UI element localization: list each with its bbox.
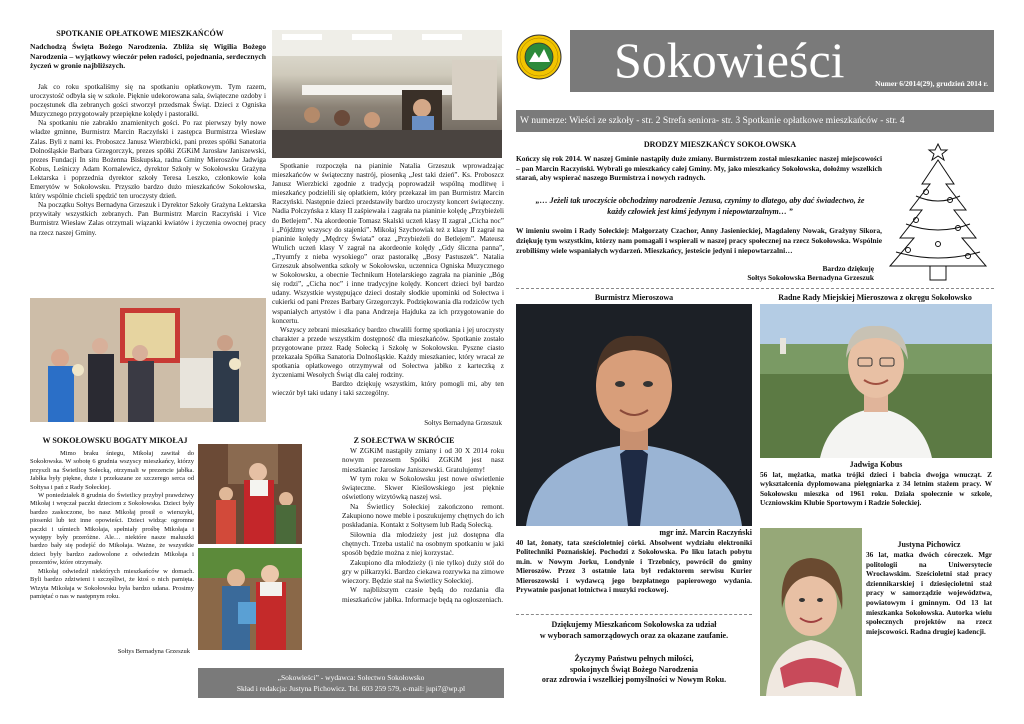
wishes-line3: oraz zdrowia i wszelkiej pomyślności w Nowym Roku.	[541, 675, 727, 684]
burmistrz-caption: Burmistrz Mieroszowa	[594, 293, 674, 302]
mikolaj-p2: W poniedziałek 8 grudnia do Świetlicy przybył prawdziwy Mikołaj i wręczał paczki dzieciom z Sokołowska. Dzieci były bardzo zaskoczone, bo nasz Mikołaj prosił o wierszyki, piosenki lub też inne opowieści. Dzieci widząc ogromne paczki i uśmiech Mikołaja, spełniały prośbę Mikołaja i występy były przeróżne. Ale… niektóre nasze maluszki bardzo bały się podejść do Mikołaja. Ważne, że wszystkie dzieci były bardzo zadowolone z odwiedzin Mikołaja i prezentów, które otrzymały.	[30, 492, 194, 567]
oplatek-lead: Nadchodzą Święta Bożego Narodzenia. Zbliża się Wigilia Bożego Narodzenia – wyjątkowy wieczór pełen radości, pojednania, serdecznych życzeń w gronie najbliższych.	[30, 42, 266, 71]
photo-santa-children	[198, 444, 302, 544]
footer-line2: Skład i redakcja: Justyna Pichowicz. Tel. 603 259 579, e-mail: jupi7@wp.pl	[236, 684, 466, 693]
oplatek-signature: Sołtys Bernadyna Grzeszuk	[424, 419, 502, 427]
drodzy-quote: „… Jeżeli tak uroczyście obchodzimy narodzenie Jezusa, czynimy to dlatego, aby dać świadectwo, że każdy człowiek jest kimś jedynym i niepowtarzalnym… ”	[535, 196, 865, 216]
mikolaj-heading: W SOKOŁOWSKU BOGATY MIKOŁAJ	[42, 436, 188, 445]
solectwo-p5: Zakupiono dla młodzieży (i nie tylko) duży stół do gry w piłkarzyki. Bardzo ciekawa rozrywka na zimowe wieczory. Będzie stał na Świetlicy Sołeckiej.	[342, 557, 504, 586]
oplatek-p1: Jak co roku spotkaliśmy się na spotkaniu opłatkowym. Tym razem, uroczystość odbyła się w szkole. Pięknie udekorowana sala, świąteczne ozdoby i poczęstunek dla zebranych gości stworzył przedsmak Świąt. Dzieci z Ogniska Muzycznego przygotowały przepiękne kolędy i pastorałki.	[30, 83, 266, 119]
christmas-tree-icon	[886, 140, 990, 286]
mikolaj-p3: Mikołaj odwiedził niektórych mieszkańców w domach. Byli bardzo zdziwieni i szczęśliwi, że ktoś o nich pamięta. Wizyta Mikołaja w Sokołowsku była bardzo udana. Prosimy pamiętać o nas w następnym roku.	[30, 567, 194, 600]
drodzy-sign1: Bardzo dziękuję	[822, 264, 874, 273]
oplatek-p2: Na spotkaniu nie zabrakło znamienitych gości. Po raz pierwszy były nowe władze gminne, Burmistrz Marcin Raczyński i zastępca Burmistrza Wiesław Zalas. Byli z nami ks. Proboszcz Janusz Wierzbicki, pani prezes spółki Sanatoria Dolnośląskie Barbara Grzegorczyk, prezes spółki ZGKiM Jarosław Janiszewski, prezes Fundacji In situ Bożenna Biskupska, radna Gminy Mieroszów Jadwiga Kobus, Leśniczy Adam Kornalewicz, dyrektor Szkoły w Sokołowsku Grażyna Lektarska i poprzednia dyrektor szkoły Teresa Leszko, członkowie koła Emerytów w Sokołowsku. Przyszło bardzo dużo mieszkańców Sokołowska, który wspólnie chcieli spędzić ten uroczysty dzień.	[30, 119, 266, 201]
photo-flowers	[30, 298, 266, 422]
kobus-name: Jadwiga Kobus	[849, 460, 903, 469]
oplatek-col2-p3: Bardzo dziękuję wszystkim, który pomogli mi, aby ten wieczór był taki udany i taki szczególny.	[272, 380, 504, 398]
photo-pichowicz	[760, 528, 862, 696]
photo-burmistrz	[516, 304, 752, 526]
oplatek-heading: SPOTKANIE OPŁATKOWE MIESZKAŃCÓW	[56, 29, 224, 38]
solectwo-p1: W ZGKiM nastąpiły zmiany i od 30 X 2014 roku nowym prezesem Spółki ZGKiM jest nasz mieszkaniec Jarosław Janiszewski. Gratulujemy!	[342, 446, 504, 474]
pichowicz-bio: 36 lat, matka dwóch córeczek. Mgr politologii na Uniwersytecie Wrocławskim. Sześcioletni staż pracy dziennikarskiej i dziesięcioletni staż pracy w samorządzie województwa, powiatowym i gminnym. Od 13 lat mieszkanka Sokołowska. Autorka wielu społecznych projektów na rzecz miejscowości. Radna drugiej kadencji.	[866, 550, 992, 636]
masthead	[570, 30, 994, 92]
wishes-line1: Życzymy Państwu pełnych miłości,	[574, 654, 694, 663]
oplatek-col2	[272, 162, 504, 398]
footer-line1: „Sokowieści” - wydawca: Sołectwo Sokołowsko	[277, 673, 425, 682]
thanks-divider	[516, 614, 752, 615]
solectwo-p3: Na Świetlicy Sołeckiej zakończono remont. Zakupiono nowe meble i poszukujemy chętnych do ich poskładania. Kontakt z Sołtysem lub Radą Sołecką.	[342, 501, 504, 530]
solectwo-p4: Siłownia dla młodzieży jest już dostępna dla chętnych. Trzeba ustalić na osobnym spotkaniu w jaki sposób będzie można z niej korzystać.	[342, 529, 504, 558]
solectwo-body	[342, 446, 504, 604]
wishes-text	[516, 654, 752, 686]
section-divider	[516, 288, 994, 289]
mikolaj-signature: Sołtys Bernadyna Grzeszuk	[117, 648, 190, 655]
mikolaj-body	[30, 450, 194, 601]
solectwo-heading: Z SOŁECTWA W SKRÓCIE	[353, 436, 455, 445]
footer-box	[198, 668, 504, 698]
pichowicz-name: Justyna Pichowicz	[897, 540, 961, 549]
burmistrz-bio: 40 lat, żonaty, tata sześcioletniej córki. Absolwent wydziału elektroniki Politechniki Poznańskiej. Pochodzi z Sokołowska. Po liku latach pobytu m.in. w Nowym Jorku, Londynie i Trzebnicy, powrócił do gminy Mieroszów. Przez 3 ostatnie lata był redaktorem serwisu Kurier Mieroszowski i wydawcą jego bezpłatnego papierowego wydania. Prywatnie pasjonat lotnictwa i muzyki rockowej.	[516, 538, 752, 595]
photo-concert-hall	[272, 30, 502, 158]
contents-bar	[516, 110, 994, 132]
solectwo-p6: W najbliższym czasie będą do rozdania dla mieszkańców jabłka. Informacje będą na ogłoszeniach.	[342, 585, 504, 604]
masthead-title: Sokowieści	[614, 32, 845, 88]
drodzy-p1: Kończy się rok 2014. W naszej Gminie nastąpiły duże zmiany. Burmistrzem został mieszkaniec naszej miejscowości – pan Marcin Raczyński. Wybrali go mieszkańcy całej Gminy. My, jako mieszkańcy Sokołowska, dołożmy wszelkich starań, aby wspierać naszego Burmistrza i nowych radnych.	[516, 154, 882, 183]
oplatek-col2-p1: Spotkanie rozpoczęła na pianinie Natalia Grzeszuk wprowadzając mieszkańców w świąteczny nastrój, piosenką „Jest taki dzień”. Ks. Proboszcz Janusz Wierzbicki zgodnie z tradycją poprowadził wspólną modlitwę i mieszkańcy podzielili się opłatkiem, który przekazał im pan Burmistrz Marcin Raczyński. Następnie dzieci przedstawiły bardzo uroczysty koncert świąteczny. Nadia Połczyńska z klasy II zaśpiewała i zagrała na pianinie kolędę „Przybieżeli do Betlejem”. Na akordeonie Tomasz Skalski uczeń klasy II zagrał „Cicha noc” i „Pójdźmy wszyscy do stajenki”. Mikołaj Szychowiak też z klasy II zagrał na pianinie kolędy „Mędrcy Świata” oraz „Przybieżeli do Betlejem”. Mateusz Wtulich uczeń klasy V zagrał na akordeonie kolędy „Gdy śliczna panna”, „Tryumfy z nieba wysokiego” oraz pastorałkę „Bosy Pastuszek”. Natalia Grzeszuk absolwentka szkoły w Sokołowsku, uczennica Ogniska Muzycznego w Sokołowsku, a obecnie Technikum Hotelarskiego zagrała na pianinie „Bóg się rodzi”, „Cicha noc” i inne tradycyjne kolędy. Koncert dzieci był bardzo udany. Wszystkie występujące dzieci dostały słodkie upominki od Sołectwa i cukierki od pani Prezes Barbary Grzegorczyk. Podziękowania dla rodziców tych wspaniałych artystów i dla pana Andrzeja Hajduka za ich przygotowanie do koncertu.	[272, 162, 504, 325]
solectwo-logo	[516, 34, 562, 80]
kobus-bio: 56 lat, mężatka, matka trójki dzieci i babcia dwojga wnucząt. Z wykształcenia dyplomowana pielęgniarka z 34 letnim stażem pracy. W Sokołowsku mieszka od 1961 roku. Działa społecznie w szkole, Uczniowskim Klubie Sportowym i Radzie Sołeckiej.	[760, 470, 992, 508]
drodzy-p2: W imieniu swoim i Rady Sołeckiej: Małgorzaty Czachor, Anny Jasienieckiej, Magdaleny Nowak, Grażyny Sikora, dziękuję tym wszystkim, którzy nam pomagali i wspierali w naszej pracy społecznej na rzecz Sokołowska. Wspólnie zrobiliśmy wiele wspaniałych wydarzeń. Mieszkańcy, jesteście jedyni i niepowtarzalni…	[516, 226, 882, 255]
drodzy-heading: DRODZY MIESZKAŃCY SOKOŁOWSKA	[643, 140, 797, 149]
oplatek-body	[30, 83, 266, 238]
photo-kobus	[760, 304, 992, 458]
drodzy-sign2: Sołtys Sokołowska Bernadyna Grzeszuk	[747, 273, 874, 282]
thanks-text	[516, 620, 752, 641]
oplatek-p3: Na początku Sołtys Bernadyna Grzeszuk i Dyrektor Szkoły Grażyna Lektarska przywitały wszystkich zebranych. Pan Burmistrz Marcin Raczyński i Vice Burmistrz Wiesław Zalas otrzymali wiązanki kwiatów i życzenia owocnej pracy na rzecz naszej Gminy.	[30, 201, 266, 237]
thanks-line1: Dziękujemy Mieszkańcom Sokołowska za udział	[551, 620, 717, 629]
photo-santa-woman	[198, 548, 302, 650]
masthead-issue: Numer 6/2014(29), grudzień 2014 r.	[875, 79, 988, 88]
solectwo-p2: W tym roku w Sokołowsku jest nowe oświetlenie świąteczne. Skwer Kieślowskiego jest pięknie oświetlony wizytówką naszej wsi.	[342, 473, 504, 502]
oplatek-col2-p2: Wszyscy zebrani mieszkańcy bardzo chwalili formę spotkania i jej uroczysty charakter a przede wszystkim dostępność dla mieszkańców. Spotkanie zostało przygotowane przez Radę Sołecką i Szkołę w Sokołowsku. Pyszne ciasto przekazała Spółka Sanatoria Dolnośląskie. Każdy mieszkaniec, który wracał ze spotkania opłatkowego otrzymywał od Sołectwa jabłko z karteczką z życzeniami Wesołych Świąt dla całej rodziny.	[272, 325, 504, 380]
wishes-line2: spokojnych Świąt Bożego Narodzenia	[569, 664, 699, 674]
radne-caption: Radne Rady Miejskiej Mieroszowa z okręgu Sokołowsko	[778, 293, 972, 302]
thanks-line2: w wyborach samorządowych oraz za okazane zaufanie.	[539, 630, 729, 640]
burmistrz-name: mgr inż. Marcin Raczyński	[659, 528, 752, 537]
contents-text: W numerze: Wieści ze szkoły - str. 2 Strefa seniora- str. 3 Spotkanie opłatkowe mieszkańców - str. 4	[520, 115, 905, 126]
mikolaj-p1: Mimo braku śniegu, Mikołaj zawitał do Sokołowska. W sobotę 6 grudnia wszyscy mieszkańcy, którzy przyszli na Świetlicę Sołecką, otrzymali w prezencie jabłka. Jabłka były piękne, duże i przekazane ze szczerego serca od Sołtysa i pań z Rady Sołeckiej.	[30, 450, 194, 491]
